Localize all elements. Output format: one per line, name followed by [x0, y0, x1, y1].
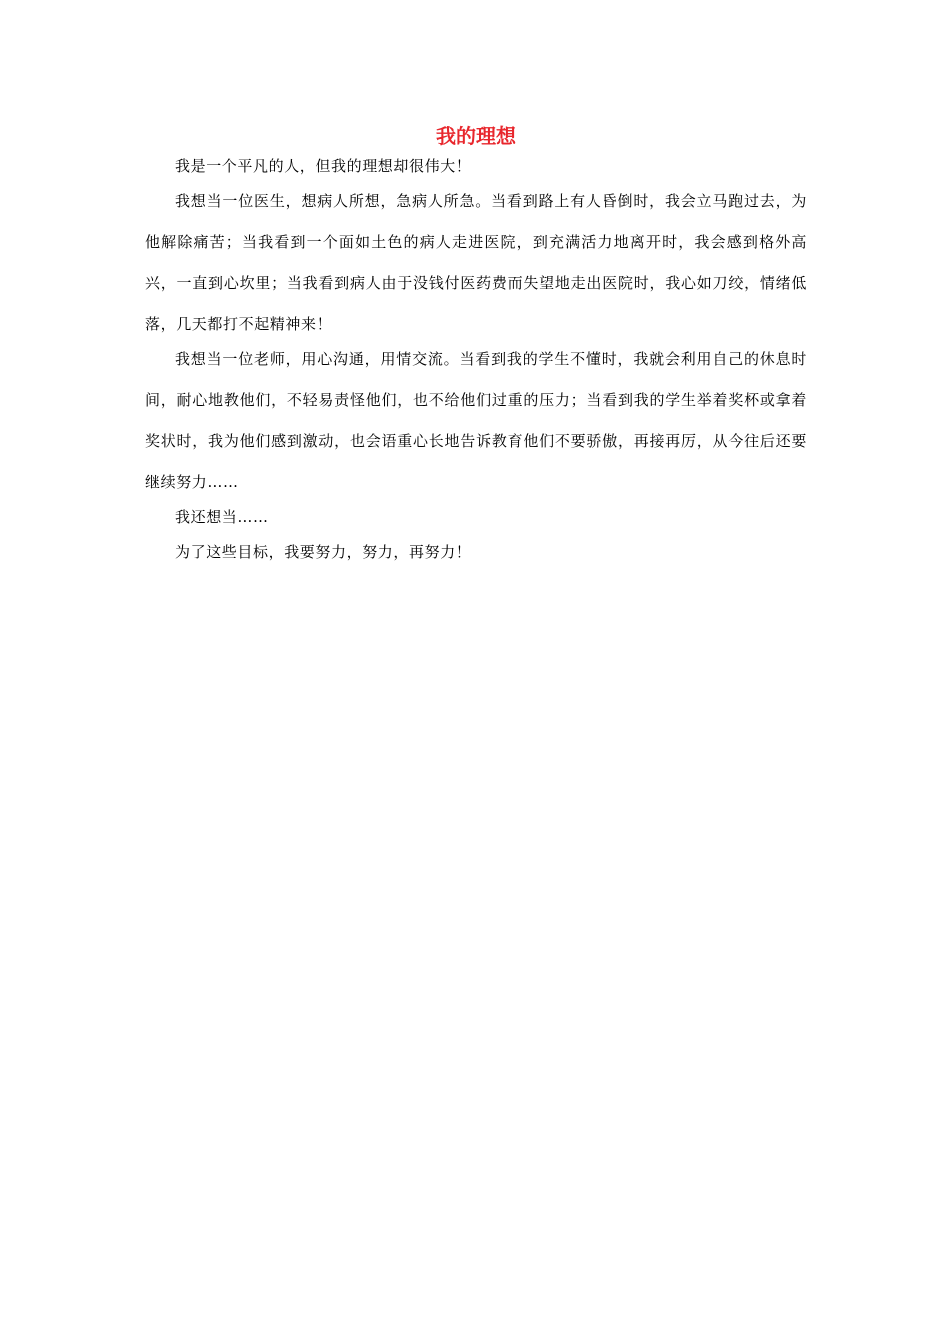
- paragraph-teacher: 我想当一位老师，用心沟通，用情交流。当看到我的学生不懂时，我就会利用自己的休息时间，耐心地教他们，不轻易责怪他们，也不给他们过重的压力；当看到我的学生举着奖杯或拿着奖状时，我为他们感到激动，也会语重心长地告诉教育他们不要骄傲，再接再厉，从今往后还要继续努力……: [145, 350, 807, 491]
- paragraph-intro: 我是一个平凡的人，但我的理想却很伟大！: [175, 157, 472, 175]
- document-title: 我的理想: [436, 124, 516, 148]
- paragraph-doctor: 我想当一位医生，想病人所想，急病人所急。当看到路上有人昏倒时，我会立马跑过去，为他解除痛苦；当我看到一个面如土色的病人走进医院，到充满活力地离开时，我会感到格外高兴，一直到心坎里；当我看到病人由于没钱付医药费而失望地走出医院时，我心如刀绞，情绪低落，几天都打不起精神来！: [145, 192, 807, 333]
- paragraph-conclusion: 为了这些目标，我要努力，努力，再努力！: [175, 543, 472, 561]
- paragraph-more: 我还想当……: [175, 508, 269, 526]
- document-body: [145, 122, 807, 573]
